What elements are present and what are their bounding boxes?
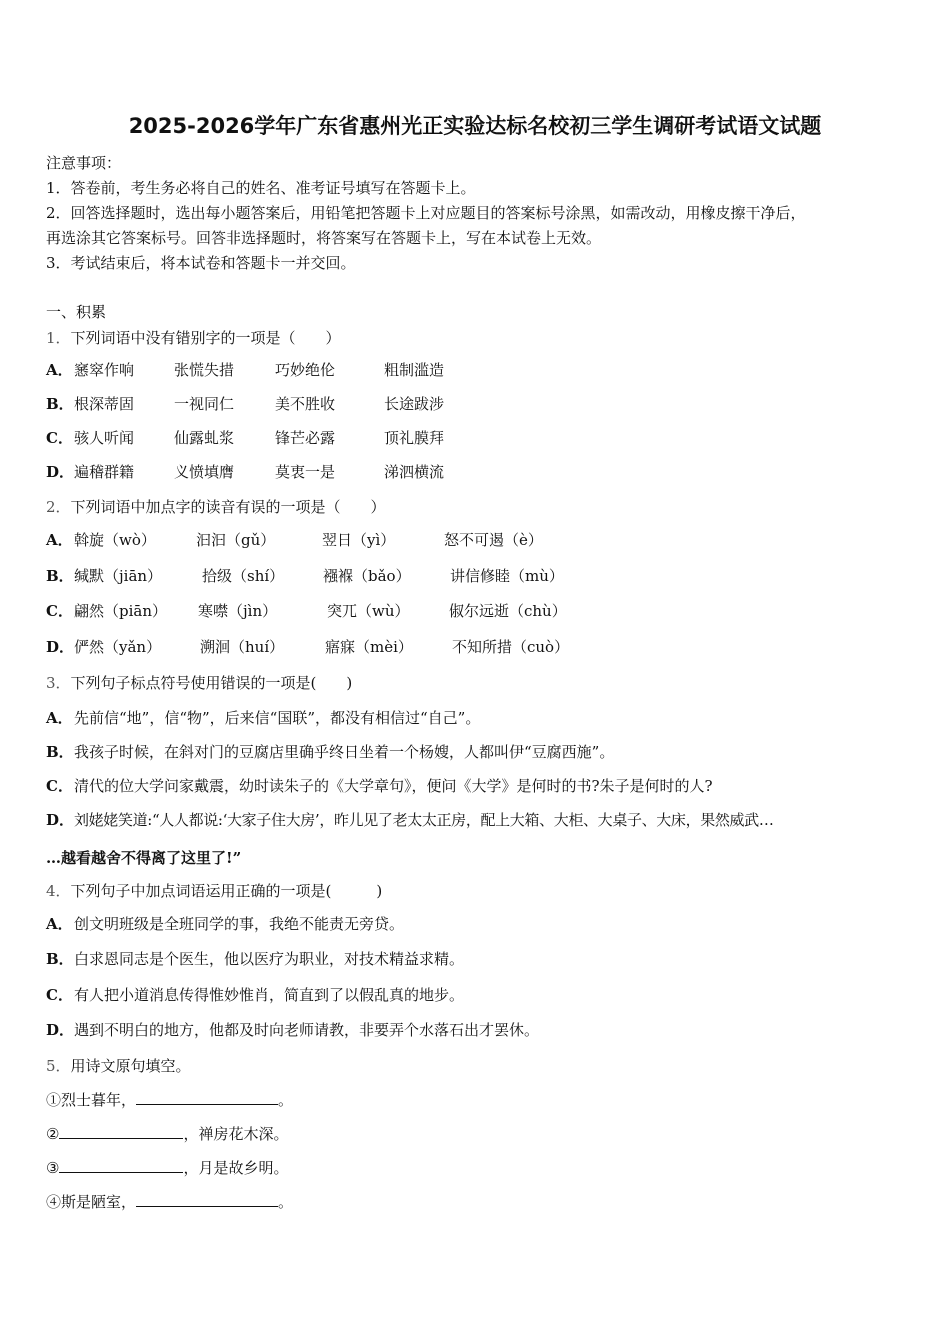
option-word: 义愤填膺: [174, 463, 235, 481]
option-word: 斡旋（wò）: [74, 531, 156, 549]
option-label: C．: [46, 777, 73, 795]
option-text: 清代的位大学问家戴震，幼时读朱子的《大学章句》，便问《大学》是何时的书?朱子是何时的人?: [74, 777, 713, 795]
option-text: 我孩子时候，在斜对门的豆腐店里确乎终日坐着一个杨嫂，人都叫伊“豆腐西施”。: [74, 743, 615, 761]
fill-blank-item: [46, 1123, 288, 1144]
option-label: D．: [46, 1021, 75, 1039]
question-number: 1．: [46, 329, 71, 347]
option-label: B．: [46, 743, 74, 761]
option-text: 遇到不明白的地方，他都及时向老师请教，非要弄个水落石出才罢休。: [74, 1021, 540, 1039]
option-word: 根深蒂固: [74, 395, 135, 413]
question-text: 下列句子中加点词语运用正确的一项是( ): [70, 882, 383, 900]
option-word: 张慌失措: [174, 361, 235, 379]
question-text: 用诗文原句填空。: [70, 1057, 191, 1075]
option-word: 莫衷一是: [275, 463, 336, 481]
option-word: 缄默（jiān）: [74, 567, 163, 585]
option-label: D．: [46, 811, 75, 829]
notice-item: 再选涂其它答案标号。回答非选择题时，将答案写在答题卡上，写在本试卷上无效。: [46, 229, 602, 247]
option-word: 遍稽群籍: [74, 463, 135, 481]
answer-blank[interactable]: [136, 1192, 278, 1207]
option-label: A．: [46, 531, 73, 549]
option-label: D．: [46, 463, 75, 481]
item-suffix: 。: [278, 1091, 294, 1109]
question-5-stem: [46, 1055, 191, 1076]
option-word: 粗制滥造: [384, 361, 445, 379]
option-word: 顶礼膜拜: [384, 429, 445, 447]
question-text: 下列句子标点符号使用错误的一项是( ): [70, 674, 353, 692]
option-word: 怒不可遏（è）: [444, 531, 543, 549]
item-prefix: ③: [46, 1159, 60, 1177]
option-label: A．: [46, 709, 73, 727]
fill-blank-item: [46, 1157, 288, 1178]
option-label: D．: [46, 638, 75, 656]
item-suffix: ，月是故乡明。: [183, 1159, 289, 1177]
fill-blank-item: [46, 1089, 293, 1110]
option-word: 襁褓（bǎo）: [323, 567, 411, 585]
option-label: C．: [46, 429, 73, 447]
option-word: 翌日（yì）: [322, 531, 396, 549]
fill-blank-item: [46, 1191, 293, 1212]
option-label: C．: [46, 986, 73, 1004]
option-label: B．: [46, 395, 74, 413]
option-label: B．: [46, 950, 74, 968]
option-label: A．: [46, 361, 73, 379]
answer-blank[interactable]: [136, 1090, 278, 1105]
option-word: 汩汩（gǔ）: [196, 531, 276, 549]
item-suffix: 。: [278, 1193, 294, 1211]
option-word: 拾级（shí）: [202, 567, 285, 585]
option-word: 翩然（piān）: [74, 602, 168, 620]
option-word: 锋芒必露: [275, 429, 336, 447]
option-text: 刘姥姥笑道:“人人都说:‘大家子住大房’，昨儿见了老太太正房，配上大箱、大柜、大桌子、大床，果然威武…: [74, 811, 774, 829]
option-word: 美不胜收: [275, 395, 336, 413]
option-word: 突兀（wù）: [327, 602, 410, 620]
option-label: A．: [46, 915, 73, 933]
option-label: B．: [46, 567, 74, 585]
option-word: 俨然（yǎn）: [74, 638, 162, 656]
option-label: C．: [46, 602, 73, 620]
notice-item: 2．回答选择题时，选出每小题答案后，用铅笔把答题卡上对应题目的答案标号涂黑，如需改动，用橡皮擦干净后，: [46, 204, 806, 222]
option-word: 仙露虬浆: [174, 429, 235, 447]
question-text: 下列词语中没有错别字的一项是（ ）: [70, 329, 341, 347]
option-word: 溯洄（huí）: [200, 638, 285, 656]
notice-item: 1．答卷前，考生务必将自己的姓名、准考证号填写在答题卡上。: [46, 179, 476, 197]
option-word: 一视同仁: [174, 395, 235, 413]
item-prefix: ②: [46, 1125, 60, 1143]
question-number: 2．: [46, 498, 71, 516]
option-word: 寒噤（jìn）: [198, 602, 278, 620]
question-number: 5．: [46, 1057, 71, 1075]
item-prefix: ①烈士暮年，: [46, 1091, 137, 1109]
notice-heading: 注意事项：: [46, 154, 122, 172]
answer-blank[interactable]: [59, 1158, 183, 1173]
answer-blank[interactable]: [59, 1124, 183, 1139]
notice-item: 3．考试结束后，将本试卷和答题卡一并交回。: [46, 254, 356, 272]
option-word: 骇人听闻: [74, 429, 135, 447]
question-number: 3．: [46, 674, 71, 692]
option-word: 俶尔远逝（chù）: [449, 602, 567, 620]
option-word: 涕泗横流: [384, 463, 445, 481]
option-text: 先前信“地”，信“物”，后来信“国联”，都没有相信过“自己”。: [74, 709, 481, 727]
option-word: 窸窣作响: [74, 361, 135, 379]
option-word: 讲信修睦（mù）: [450, 567, 564, 585]
option-word: 长途跋涉: [384, 395, 445, 413]
question-3-stem: [46, 672, 352, 693]
option-text: 有人把小道消息传得惟妙惟肖，简直到了以假乱真的地步。: [74, 986, 465, 1004]
option-word: 寤寐（mèi）: [325, 638, 413, 656]
q3-option-d-continuation: …越看越舍不得离了这里了!”: [46, 849, 242, 867]
page-title: 2025-2026学年广东省惠州光正实验达标名校初三学生调研考试语文试题: [128, 114, 822, 138]
item-prefix: ④斯是陋室，: [46, 1193, 137, 1211]
question-number: 4．: [46, 882, 71, 900]
option-word: 巧妙绝伦: [275, 361, 336, 379]
question-2-stem: [46, 496, 386, 517]
question-text: 下列词语中加点字的读音有误的一项是（ ）: [70, 498, 386, 516]
option-text: 白求恩同志是个医生，他以医疗为职业，对技术精益求精。: [74, 950, 465, 968]
question-4-stem: [46, 880, 382, 901]
item-suffix: ，禅房花木深。: [183, 1125, 289, 1143]
option-text: 创文明班级是全班同学的事，我绝不能责无旁贷。: [74, 915, 405, 933]
option-word: 不知所措（cuò）: [452, 638, 570, 656]
section-heading: 一、积累: [46, 303, 107, 321]
question-1-stem: [46, 327, 341, 348]
